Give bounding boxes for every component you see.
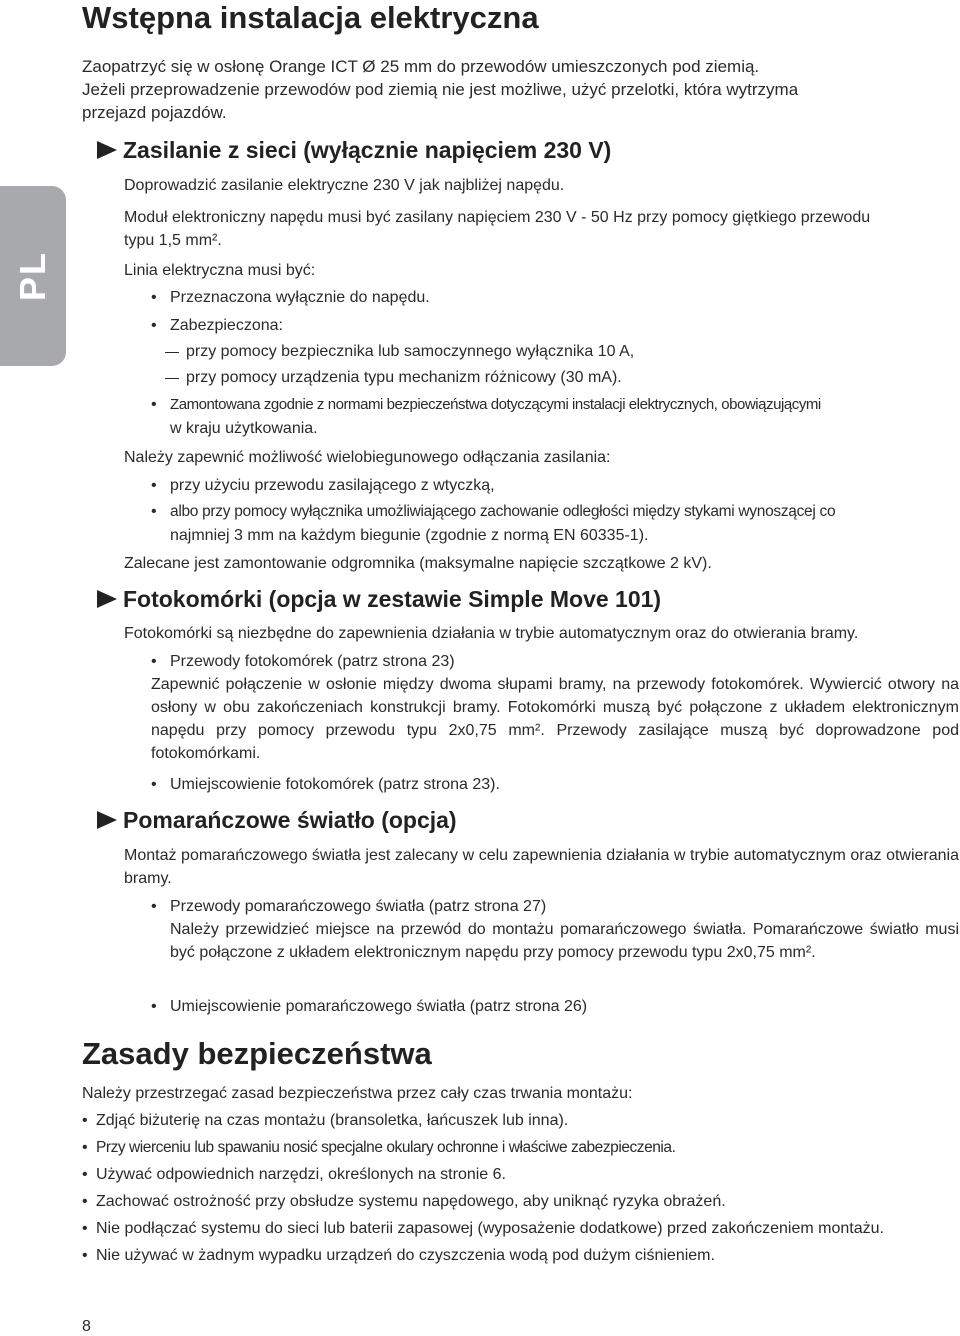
safety-item: Nie podłączać systemu do sieci lub baterii zapasowej (wyposażenie dodatkowe) przed zakończeniem montażu. [96,1220,884,1237]
s1-b3b: w kraju użytkowania. [170,420,318,437]
safety-item: Używać odpowiednich narzędzi, określonych na stronie 6. [96,1166,506,1183]
s1-b2: Zabezpieczona: [170,317,283,334]
s1-b5a: albo przy pomocy wyłącznika umożliwiającego zachowanie odległości między stykami wynoszącej co [170,503,836,520]
safety-item: Zachować ostrożność przy obsłudze systemu napędowego, aby uniknąć ryzyka obrażeń. [96,1193,726,1210]
language-tab [0,186,66,366]
heading-orange-light-text: Pomarańczowe światło (opcja) [123,807,457,833]
bullet-dot: • [82,1166,88,1183]
s2-b2: Umiejscowienie fotokomórek (patrz strona 23). [170,776,500,793]
heading-mains-supply-text: Zasilanie z sieci (wyłącznie napięciem 230 V) [123,137,612,163]
arrow-right-icon [97,590,117,608]
safety-item: Nie używać w żadnym wypadku urządzeń do czyszczenia wodą pod dużym ciśnieniem. [96,1247,715,1264]
arrow-right-icon [97,141,117,159]
s3-b2: Umiejscowienie pomarańczowego światła (patrz strona 26) [170,998,588,1015]
intro-line-2: Jeżeli przeprowadzenie przewodów pod ziemią nie jest możliwe, użyć przelotki, która wytrzyma [82,80,799,99]
bullet-dot: • [151,998,157,1015]
safety-item: Zdjąć biżuterię na czas montażu (bransoletka, łańcuszek lub inna). [96,1112,569,1129]
intro-line-3: przejazd pojazdów. [82,103,227,122]
heading-orange-light [97,807,457,834]
intro-line-1: Zaopatrzyć się w osłonę Orange ICT Ø 25 mm do przewodów umieszczonych pod ziemią. [82,57,760,76]
s1-p5: Zalecane jest zamontowanie odgromnika (maksymalne napięcie szczątkowe 2 kV). [124,555,712,572]
s3-p1: Montaż pomarańczowego światła jest zalecany w celu zapewnienia działania w trybie automatycznym oraz otwierania bramy. [124,847,959,887]
bullet-dot: • [82,1139,88,1156]
s3-b1: Przewody pomarańczowego światła (patrz strona 27) [170,898,547,915]
bullet-dot: • [151,898,157,915]
heading-photocells [97,586,661,613]
s1-p4: Należy zapewnić możliwość wielobiegunowego odłączania zasilania: [124,449,611,466]
bullet-dot: • [151,653,157,670]
s2-para: Zapewnić połączenie w osłonie między dwoma słupami bramy, na przewody fotokomórek. Wywiercić otwory na osłony w obu zakończeniach konstrukcji bramy. Fotokomórki muszą być połączone z układem elektronicznym napędu przy pomocy przewodu typu 2x0,75 mm². Przewody zasilające muszą być doprowadzone pod fotokomórkami. [151,676,959,762]
bullet-dot: • [151,776,157,793]
bullet-dot: • [151,396,157,413]
language-tab-label: PL [12,250,53,302]
heading-photocells-text: Fotokomórki (opcja w zestawie Simple Move 101) [123,586,662,612]
bullet-dot: • [151,289,157,306]
s1-p2a: Moduł elektroniczny napędu musi być zasilany napięciem 230 V - 50 Hz przy pomocy giętkiego przewodu [124,209,871,226]
bullet-dot: • [151,317,157,334]
s1-b3a: Zamontowana zgodnie z normami bezpieczeństwa dotyczącymi instalacji elektrycznych, obowiązującymi [170,396,821,413]
s2-p1: Fotokomórki są niezbędne do zapewnienia działania w trybie automatycznym oraz do otwierania bramy. [124,625,859,642]
s1-p3: Linia elektryczna musi być: [124,262,316,279]
bullet-dot: • [151,503,157,520]
dash-mark [165,378,179,379]
safety-intro: Należy przestrzegać zasad bezpieczeństwa przez cały czas trwania montażu: [82,1085,633,1102]
bullet-dot: • [82,1193,88,1210]
s1-p2b: typu 1,5 mm². [124,232,222,249]
s3-para: Należy przewidzieć miejsce na przewód do montażu pomarańczowego światła. Pomarańczowe światło musi być połączone z układem elektronicznym napędu przy pomocy przewodu typu 2x0,75 mm². [170,921,959,961]
heading-safety: Zasady bezpieczeństwa [82,1036,432,1071]
heading-electrical-installation: Wstępna instalacja elektryczna [82,0,539,35]
s2-b1: Przewody fotokomórek (patrz strona 23) [170,653,455,670]
safety-item: Przy wierceniu lub spawaniu nosić specjalne okulary ochronne i właściwe zabezpieczenia. [96,1139,676,1156]
bullet-dot: • [82,1220,88,1237]
s1-d1: przy pomocy bezpiecznika lub samoczynnego wyłącznika 10 A, [186,343,635,360]
bullet-dot: • [82,1112,88,1129]
s1-b1: Przeznaczona wyłącznie do napędu. [170,289,430,306]
page-number: 8 [82,1318,91,1335]
s1-d2: przy pomocy urządzenia typu mechanizm różnicowy (30 mA). [186,369,622,386]
bullet-dot: • [151,477,157,494]
dash-mark [165,352,179,353]
s1-p1: Doprowadzić zasilanie elektryczne 230 V jak najbliżej napędu. [124,177,565,194]
heading-mains-supply [97,137,611,164]
arrow-right-icon [97,811,117,829]
s1-b4: przy użyciu przewodu zasilającego z wtyczką, [170,477,495,494]
bullet-dot: • [82,1247,88,1264]
s1-b5b: najmniej 3 mm na każdym biegunie (zgodnie z normą EN 60335-1). [170,527,649,544]
